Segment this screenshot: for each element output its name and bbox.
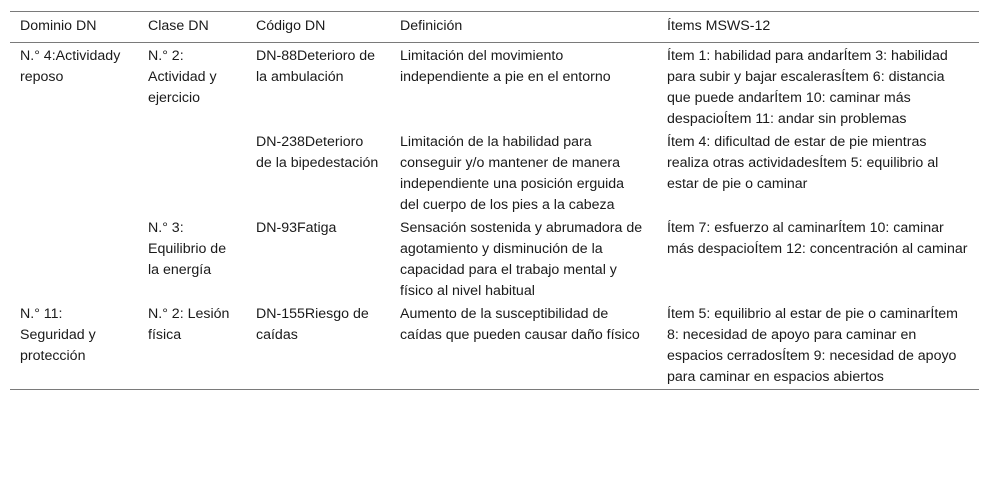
header-clase: Clase DN — [138, 12, 246, 43]
cell-codigo: DN-93Fatiga — [256, 220, 337, 236]
cell-clase: N.° 2: Lesión física — [138, 303, 246, 390]
table-body — [10, 43, 979, 390]
cell-clase: N.° 2: Actividad y ejercicio — [148, 48, 217, 106]
table-row — [10, 43, 979, 132]
header-codigo: Código DN — [246, 12, 390, 43]
cell-dominio: N.° 11: Seguridad y protección — [10, 303, 138, 390]
cell-codigo: DN-88Deterioro de la ambulación — [256, 48, 376, 85]
cell-dominio: N.° 4:Actividad​y reposo — [20, 48, 121, 85]
cell-codigo: DN-155Riesgo de caídas — [246, 303, 390, 390]
header-dominio: Dominio DN — [10, 12, 138, 43]
header-row — [10, 12, 979, 43]
cell-items: Ítem 5: equilibrio al estar de pie o caminarÍtem 8: necesidad de apoyo para caminar en espacios cerradosÍtem 9: necesidad de apoyo para caminar en espacios abiertos — [657, 303, 979, 390]
nanda-msws-table — [10, 11, 979, 390]
cell-codigo: DN-238Deterioro de la bipedestación — [256, 134, 379, 171]
table-row — [10, 303, 979, 390]
cell-clase: N.° 3: Equilibrio de la energía — [148, 220, 227, 278]
header-definicion: Definición — [390, 12, 657, 43]
cell-items: Ítem 1: habilidad para andarÍtem 3: habilidad para subir y bajar escalerasÍtem 6: distancia que puede andarÍtem 10: caminar más despacioÍtem 11: andar sin problemas — [667, 48, 948, 127]
cell-definicion: Limitación del movimiento independiente a pie en el entorno — [400, 48, 611, 85]
cell-definicion: Limitación de la habilidad para conseguir y/o mantener de manera independiente una posición erguida del cuerpo de los pies a la cabeza — [400, 134, 625, 213]
nanda-msws-table-container — [10, 11, 979, 390]
cell-items: Ítem 7: esfuerzo al caminarÍtem 10: caminar más despacioÍtem 12: concentración al caminar — [667, 220, 968, 257]
cell-items: Ítem 4: dificultad de estar de pie mientras realiza otras actividadesÍtem 5: equilibrio al estar de pie o caminar — [667, 134, 939, 192]
table-row — [10, 217, 979, 303]
cell-definicion: Sensación sostenida y abrumadora de agotamiento y disminución de la capacidad para el trabajo mental y físico al nivel habitual — [400, 220, 643, 299]
table-header — [10, 12, 979, 43]
header-items: Ítems MSWS-12 — [657, 12, 979, 43]
cell-definicion: Aumento de la susceptibilidad de caídas que pueden causar daño físico — [390, 303, 657, 390]
